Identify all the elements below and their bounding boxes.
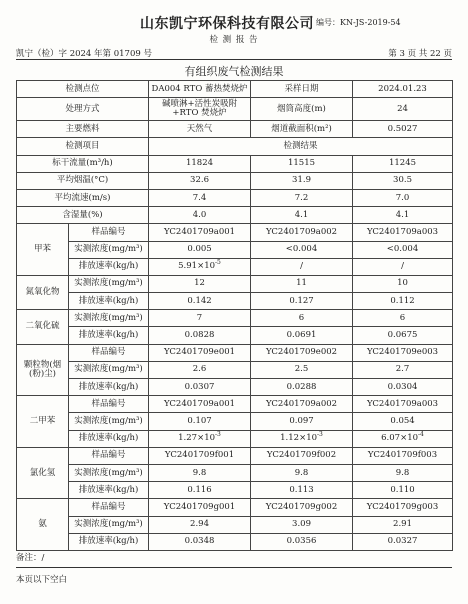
result-cell: [251, 275, 353, 292]
exponent: -3: [215, 431, 221, 439]
row-label: 样品编号: [69, 447, 149, 464]
row-label: 样品编号: [69, 224, 149, 241]
result-cell: [149, 344, 251, 361]
row-label: 排放速率(kg/h): [69, 482, 149, 499]
result-cell: [149, 516, 251, 533]
result-cell: [353, 310, 453, 327]
result-value: 2.94: [190, 519, 209, 530]
result-cell: [251, 344, 353, 361]
exponent: -3: [317, 431, 323, 439]
result-cell: [251, 499, 353, 516]
result-value: /: [300, 261, 303, 272]
pollutant-name: 二甲苯: [17, 396, 69, 448]
table-row: [17, 533, 453, 550]
table-row: [17, 482, 453, 499]
result-value: 1.12×10: [280, 433, 318, 444]
result-cell: [353, 482, 453, 499]
date-label: 采样日期: [251, 81, 353, 98]
parameter-label: 平均流速(m/s): [17, 189, 149, 206]
result-cell: [251, 482, 353, 499]
row-label: 实测浓度(mg/m³): [69, 361, 149, 378]
result-cell: [353, 344, 453, 361]
result-value: YC2401709e001: [163, 347, 236, 358]
result-value: 2.7: [395, 364, 410, 375]
result-cell: 4.1: [353, 207, 453, 224]
row-label: 排放速率(kg/h): [69, 533, 149, 550]
pollutant-name: 二氧化硫: [17, 310, 69, 344]
result-cell: [353, 396, 453, 413]
result-value: 2.91: [393, 519, 412, 530]
result-value: YC2401709a003: [366, 398, 439, 409]
result-cell: [149, 310, 251, 327]
pollutant-name: 氮氧化物: [17, 275, 69, 309]
row-label: 实测浓度(mg/m³): [69, 413, 149, 430]
result-value: 3.09: [292, 519, 311, 530]
result-cell: 32.6: [149, 172, 251, 189]
report-number: 凯宁（检）字 2024 年第 01709 号: [16, 49, 152, 59]
result-value: 7: [196, 312, 203, 323]
result-value: YC2401709f001: [164, 450, 235, 461]
result-value: 0.0828: [184, 330, 215, 341]
exponent: -5: [215, 259, 221, 267]
area-label: 烟道截面积(m²): [251, 121, 353, 138]
result-cell: [353, 224, 453, 241]
table-row: [17, 327, 453, 344]
result-value: 0.113: [289, 484, 314, 495]
result-cell: [353, 258, 453, 275]
parameter-label: 标干流量(m³/h): [17, 155, 149, 172]
result-cell: [149, 533, 251, 550]
result-value: YC2401709a003: [366, 226, 439, 237]
result-cell: [149, 275, 251, 292]
result-cell: [353, 293, 453, 310]
result-value: 0.0675: [387, 330, 418, 341]
result-cell: 11515: [251, 155, 353, 172]
area-value: 0.5027: [353, 121, 453, 138]
item-header: 检测项目: [17, 138, 149, 155]
result-value: 9.8: [294, 467, 309, 478]
result-cell: [251, 293, 353, 310]
result-value: YC2401709f002: [266, 450, 337, 461]
result-value: 2.6: [192, 364, 207, 375]
result-value: 6: [399, 312, 406, 323]
result-cell: [251, 310, 353, 327]
result-cell: [149, 396, 251, 413]
result-header: 检测结果: [149, 138, 453, 155]
result-cell: [251, 396, 353, 413]
result-cell: [251, 379, 353, 396]
result-cell: [149, 447, 251, 464]
result-value: 0.116: [187, 484, 212, 495]
header-divider: [16, 59, 452, 60]
row-label: 样品编号: [69, 344, 149, 361]
result-cell: [149, 464, 251, 481]
result-value: /: [401, 261, 404, 272]
result-value: 0.107: [187, 415, 212, 426]
result-cell: [251, 361, 353, 378]
result-cell: [149, 224, 251, 241]
result-value: 9.8: [395, 467, 410, 478]
row-label: 样品编号: [69, 396, 149, 413]
process-label: 处理方式: [17, 98, 149, 121]
result-value: YC2401709a001: [163, 398, 236, 409]
table-row: [17, 344, 453, 361]
result-value: 10: [397, 278, 408, 289]
result-value: 0.0307: [184, 381, 215, 392]
row-label: 排放速率(kg/h): [69, 379, 149, 396]
table-row: [17, 430, 453, 447]
pollutant-name: 氨: [17, 499, 69, 551]
result-cell: [149, 293, 251, 310]
result-cell: 11245: [353, 155, 453, 172]
remark: 备注：/: [16, 553, 45, 563]
row-label: 排放速率(kg/h): [69, 258, 149, 275]
result-value: YC2401709e002: [265, 347, 338, 358]
pollutant-name: 氯化氢: [17, 447, 69, 499]
result-cell: 30.5: [353, 172, 453, 189]
row-label: 实测浓度(mg/m³): [69, 516, 149, 533]
result-value: 1.27×10: [178, 433, 216, 444]
fuel-value: 天然气: [149, 121, 251, 138]
table-row: [17, 207, 453, 224]
result-cell: 31.9: [251, 172, 353, 189]
pollutant-name: 甲苯: [17, 224, 69, 276]
result-cell: [149, 379, 251, 396]
result-cell: [149, 258, 251, 275]
point-label: 检测点位: [17, 81, 149, 98]
result-value: YC2401709a001: [163, 226, 236, 237]
result-cell: [251, 464, 353, 481]
result-value: YC2401709g001: [163, 501, 236, 512]
process-value: 碱喷淋+活性炭吸附+RTO 焚烧炉: [149, 98, 251, 121]
result-cell: [353, 275, 453, 292]
row-label: 实测浓度(mg/m³): [69, 241, 149, 258]
result-cell: [251, 258, 353, 275]
parameter-label: 平均烟温(°C): [17, 172, 149, 189]
table-row: [17, 310, 453, 327]
result-cell: [149, 241, 251, 258]
row-label: 实测浓度(mg/m³): [69, 310, 149, 327]
result-cell: [353, 447, 453, 464]
table-row: [17, 499, 453, 516]
result-value: 0.005: [187, 244, 212, 255]
result-value: 0.127: [289, 295, 314, 306]
result-cell: [251, 533, 353, 550]
result-cell: [353, 516, 453, 533]
result-cell: [149, 482, 251, 499]
result-cell: [251, 447, 353, 464]
stack-value: 24: [353, 98, 453, 121]
result-value: 0.110: [390, 484, 415, 495]
table-row: [17, 379, 453, 396]
point-value: DA004 RTO 蓄热焚烧炉: [149, 81, 251, 98]
result-cell: [353, 327, 453, 344]
exponent: -4: [418, 431, 424, 439]
report-subtitle: 检 测 报 告: [209, 35, 259, 45]
table-title: 有组织废气检测结果: [184, 65, 284, 78]
results-table: [16, 80, 453, 551]
row-label: 排放速率(kg/h): [69, 293, 149, 310]
table-row: [17, 155, 453, 172]
result-value: 0.0348: [184, 536, 215, 547]
result-cell: [149, 361, 251, 378]
result-cell: [353, 464, 453, 481]
parameter-label: 含湿量(%): [17, 207, 149, 224]
table-row: [17, 293, 453, 310]
result-cell: [149, 327, 251, 344]
result-value: YC2401709a002: [265, 226, 338, 237]
table-row: [17, 81, 453, 98]
result-value: 12: [194, 278, 205, 289]
result-value: 0.0356: [286, 536, 317, 547]
fuel-label: 主要燃料: [17, 121, 149, 138]
result-cell: [149, 430, 251, 447]
date-value: 2024.01.23: [353, 81, 453, 98]
table-row: [17, 413, 453, 430]
result-cell: [251, 224, 353, 241]
result-cell: 11824: [149, 155, 251, 172]
result-cell: [353, 413, 453, 430]
result-cell: [251, 327, 353, 344]
result-value: YC2401709g002: [265, 501, 338, 512]
result-cell: [353, 430, 453, 447]
result-cell: 7.4: [149, 189, 251, 206]
result-cell: [353, 379, 453, 396]
result-cell: [149, 499, 251, 516]
table-row: [17, 275, 453, 292]
result-value: YC2401709e003: [366, 347, 439, 358]
table-row: [17, 258, 453, 275]
table-row: [17, 464, 453, 481]
table-row: [17, 361, 453, 378]
result-cell: [353, 499, 453, 516]
row-label: 样品编号: [69, 499, 149, 516]
footer-divider: [16, 567, 452, 568]
result-value: 5.91×10: [178, 261, 216, 272]
result-value: 0.097: [289, 415, 314, 426]
stack-label: 烟筒高度(m): [251, 98, 353, 121]
result-cell: 7.2: [251, 189, 353, 206]
result-cell: [251, 241, 353, 258]
row-label: 实测浓度(mg/m³): [69, 275, 149, 292]
table-row: [17, 138, 453, 155]
table-row: [17, 172, 453, 189]
result-cell: [251, 430, 353, 447]
table-row: [17, 241, 453, 258]
result-value: YC2401709a002: [265, 398, 338, 409]
result-value: 0.0304: [387, 381, 418, 392]
result-value: 0.0327: [387, 536, 418, 547]
table-row: [17, 396, 453, 413]
row-label: 实测浓度(mg/m³): [69, 464, 149, 481]
result-value: 6.07×10: [381, 433, 419, 444]
result-value: 0.142: [187, 295, 212, 306]
result-cell: [353, 533, 453, 550]
blank-note: 本页以下空白: [16, 575, 68, 585]
result-cell: [353, 241, 453, 258]
result-value: 0.0288: [286, 381, 317, 392]
result-value: <0.004: [386, 244, 419, 255]
result-cell: [353, 361, 453, 378]
result-value: YC2401709g003: [366, 501, 439, 512]
result-value: 9.8: [192, 467, 207, 478]
table-row: [17, 121, 453, 138]
document-number: 编号：KN-JS-2019-54: [316, 18, 401, 27]
table-row: [17, 98, 453, 121]
result-value: 2.5: [294, 364, 309, 375]
table-row: [17, 224, 453, 241]
result-cell: [251, 413, 353, 430]
table-row: [17, 516, 453, 533]
result-cell: 4.0: [149, 207, 251, 224]
company-name: 山东凯宁环保科技有限公司: [140, 16, 314, 32]
result-cell: 4.1: [251, 207, 353, 224]
page-indicator: 第 3 页 共 22 页: [388, 49, 452, 59]
result-value: 6: [298, 312, 305, 323]
result-value: 0.112: [390, 295, 415, 306]
table-row: [17, 447, 453, 464]
row-label: 排放速率(kg/h): [69, 430, 149, 447]
result-value: 0.0691: [286, 330, 317, 341]
result-value: 0.054: [390, 415, 415, 426]
result-cell: [251, 516, 353, 533]
result-value: 11: [296, 278, 307, 289]
result-value: <0.004: [285, 244, 318, 255]
result-cell: 7.0: [353, 189, 453, 206]
result-cell: [149, 413, 251, 430]
pollutant-name: 颗粒物(烟(粉)尘): [17, 344, 69, 396]
table-row: [17, 189, 453, 206]
row-label: 排放速率(kg/h): [69, 327, 149, 344]
result-value: YC2401709f003: [367, 450, 438, 461]
